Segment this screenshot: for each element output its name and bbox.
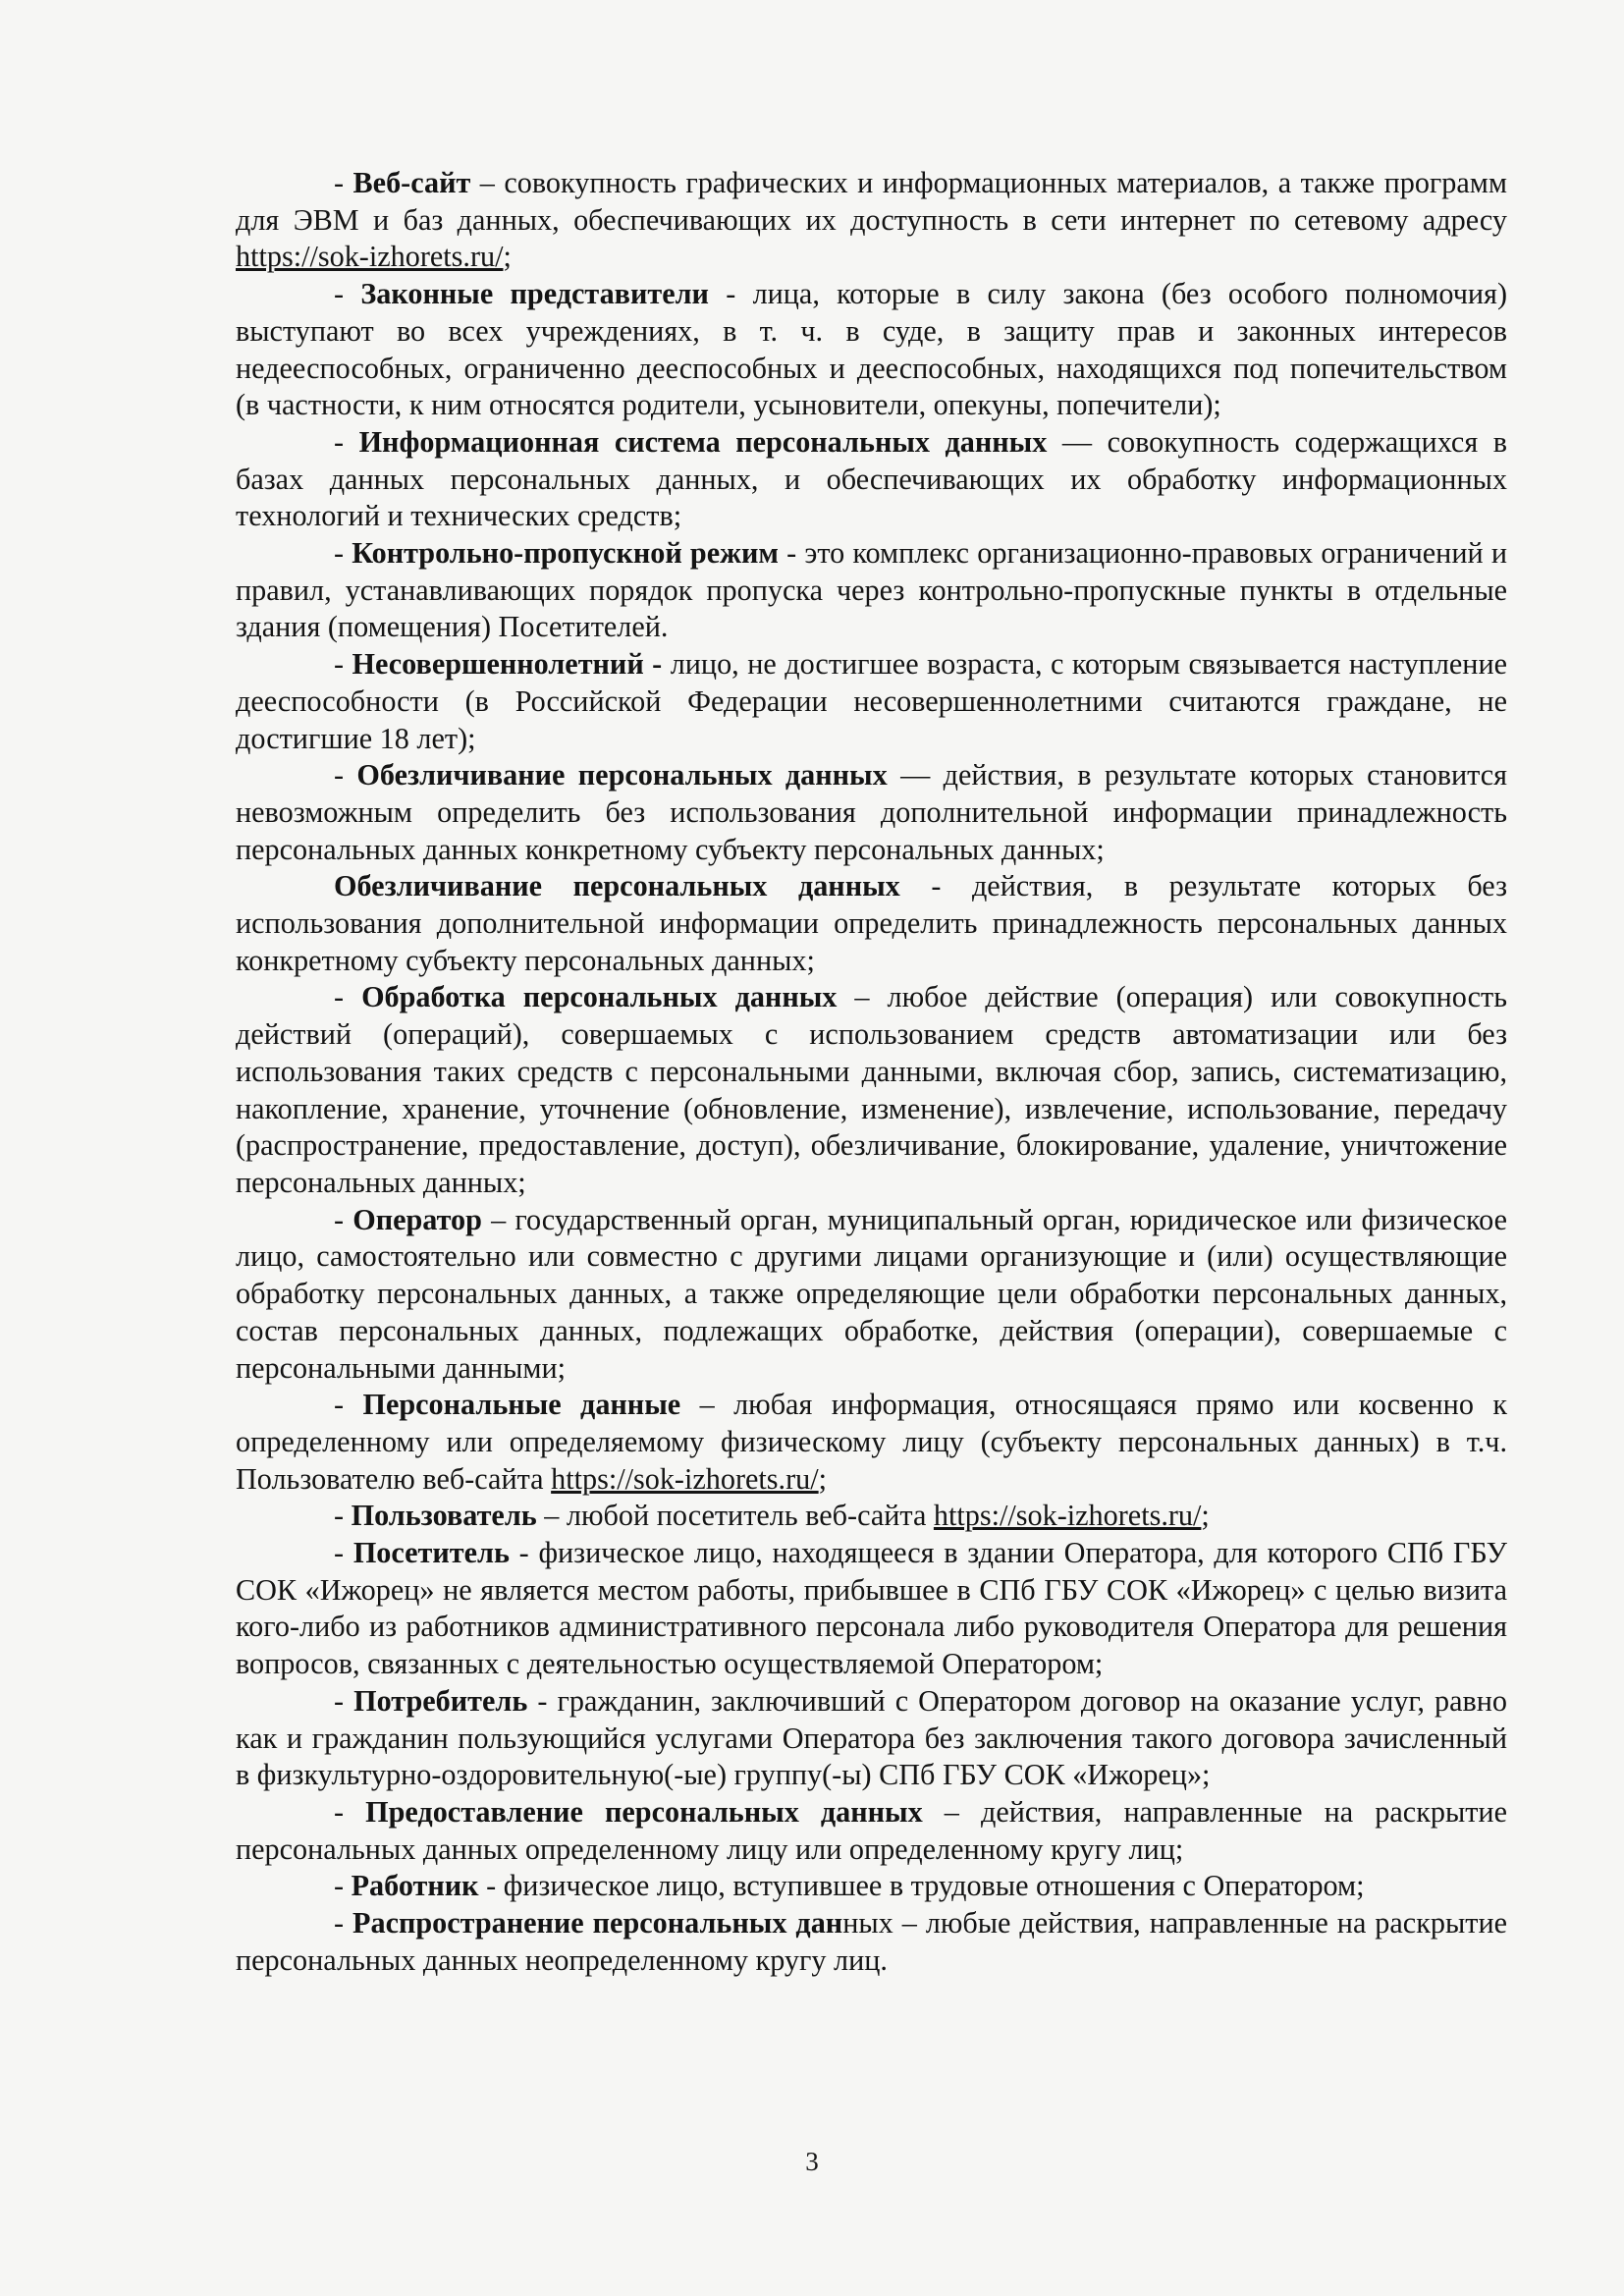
term: Распространение персональных дан [352, 1906, 843, 1941]
term: Предоставление персональных данных [365, 1794, 923, 1829]
term: Пользователь [351, 1499, 537, 1533]
term: Обезличивание персональных данных [334, 869, 900, 903]
definition-processing: - Обработка персональных данных – любое действие (операция) или совокупность действий (операций), совершаемых с использованием средств автоматизации или без использования таких средств с персональными данными, включая сбор, запись, систематизацию, накопление, хранение, уточнение (обновление, изменение), извлечение, использование, передачу (распространение, предоставление, доступ), обезличивание, блокирование, удаление, уничтожение персональных данных; [236, 980, 1507, 1199]
page-number: 3 [805, 2147, 819, 2176]
definition-employee: - Работник - физическое лицо, вступившее в трудовые отношения с Оператором; [334, 1869, 1365, 1903]
definition-operator: - Оператор – государственный орган, муниципальный орган, юридическое или физическое лицо, самостоятельно или совместно с другими лицами организующие и (или) осуществляющие обработку персональных данных, а также определяющие цели обработки персональных данных, состав персональных данных, подлежащих обработке, действия (операции), совершаемые с персональными данными; [236, 1202, 1507, 1385]
definition-legal-representatives: - Законные представители - лица, которые в силу закона (без особого полномочия) выступают во всех учреждениях, в т. ч. в суде, в защиту прав и законных интересов недееспособных, ограниченно дееспособных и дееспособных, находящихся под попечительством (в частности, к ним относятся родители, усыновители, опекуны, попечители); [236, 277, 1507, 422]
term: Несовершеннолетний - [352, 647, 663, 682]
term: Законные представители [360, 277, 709, 311]
term: Обработка персональных данных [361, 980, 838, 1014]
definition-web-site: - Веб-сайт – совокупность графических и информационных материалов, а также программ для ЭВМ и баз данных, обеспечивающих их доступность в сети интернет по сетевому адресу https://sok-izhorets.ru/; [236, 166, 1507, 274]
website-link[interactable]: https://sok-izhorets.ru/ [236, 240, 504, 274]
definition-access-control: - Контрольно-пропускной режим - это комплекс организационно-правовых ограничений и правил, устанавливающих порядок пропуска через контрольно-пропускные пункты в отдельные здания (помещения) Посетителей. [236, 536, 1507, 644]
term: Оператор [352, 1202, 482, 1236]
definition-depersonalization-2: Обезличивание персональных данных - действия, в результате которых без использования дополнительной информации определить принадлежность персональных данных конкретному субъекту персональных данных; [236, 869, 1507, 977]
definitions-list [236, 165, 1507, 1979]
term: Веб-сайт [352, 166, 471, 199]
website-link[interactable]: https://sok-izhorets.ru/ [933, 1499, 1202, 1533]
term: Посетитель [352, 1536, 510, 1570]
definition-depersonalization-1: - Обезличивание персональных данных — действия, в результате которых становится невозможным определить без использования дополнительной информации принадлежность персональных данных конкретному субъекту персональных данных; [236, 758, 1507, 866]
definition-information-system: - Информационная система персональных данных — совокупность содержащихся в базах данных персональных данных, и обеспечивающих их обработку информационных технологий и технических средств; [236, 424, 1507, 533]
term: Потребитель [353, 1683, 528, 1718]
term: Информационная система персональных данных [358, 424, 1048, 459]
definition-visitor: - Посетитель - физическое лицо, находящееся в здании Оператора, для которого СПб ГБУ СОК «Ижорец» не является местом работы, прибывшее в СПб ГБУ СОК «Ижорец» с целью визита кого-либо из работников административного персонала либо руководителя Оператора для решения вопросов, связанных с деятельностью осуществляемой Оператором; [236, 1536, 1507, 1681]
definition-personal-data: - Персональные данные – любая информация, относящаяся прямо или косвенно к определенному или определяемому физическому лицу (субъекту персональных данных) в т.ч. Пользователю веб-сайта https://sok-izhorets.ru/; [236, 1388, 1507, 1496]
definition-dissemination: - Распространение персональных данных – любые действия, направленные на раскрытие персональных данных неопределенному кругу лиц. [236, 1906, 1507, 1977]
definition-minor: - Несовершеннолетний - лицо, не достигшее возраста, с которым связывается наступление дееспособности (в Российской Федерации несовершеннолетними считаются граждане, не достигшие 18 лет); [236, 647, 1507, 755]
term: Работник [351, 1869, 479, 1903]
definition-user: - Пользователь – любой посетитель веб-сайта https://sok-izhorets.ru/; [334, 1499, 1210, 1533]
website-link[interactable]: https://sok-izhorets.ru/ [551, 1461, 819, 1496]
term: Контрольно-пропускной режим [352, 536, 779, 571]
definition-provision: - Предоставление персональных данных – действия, направленные на раскрытие персональных данных определенному лицу или определенному кругу лиц; [236, 1794, 1507, 1866]
term: Обезличивание персональных данных [356, 758, 888, 793]
definition-consumer: - Потребитель - гражданин, заключивший с Оператором договор на оказание услуг, равно как и гражданин пользующийся услугами Оператора без заключения такого договора зачисленный в физкультурно-оздоровительную(-ые) группу(-ы) СПб ГБУ СОК «Ижорец»; [236, 1683, 1507, 1792]
term: Персональные данные [362, 1388, 681, 1422]
